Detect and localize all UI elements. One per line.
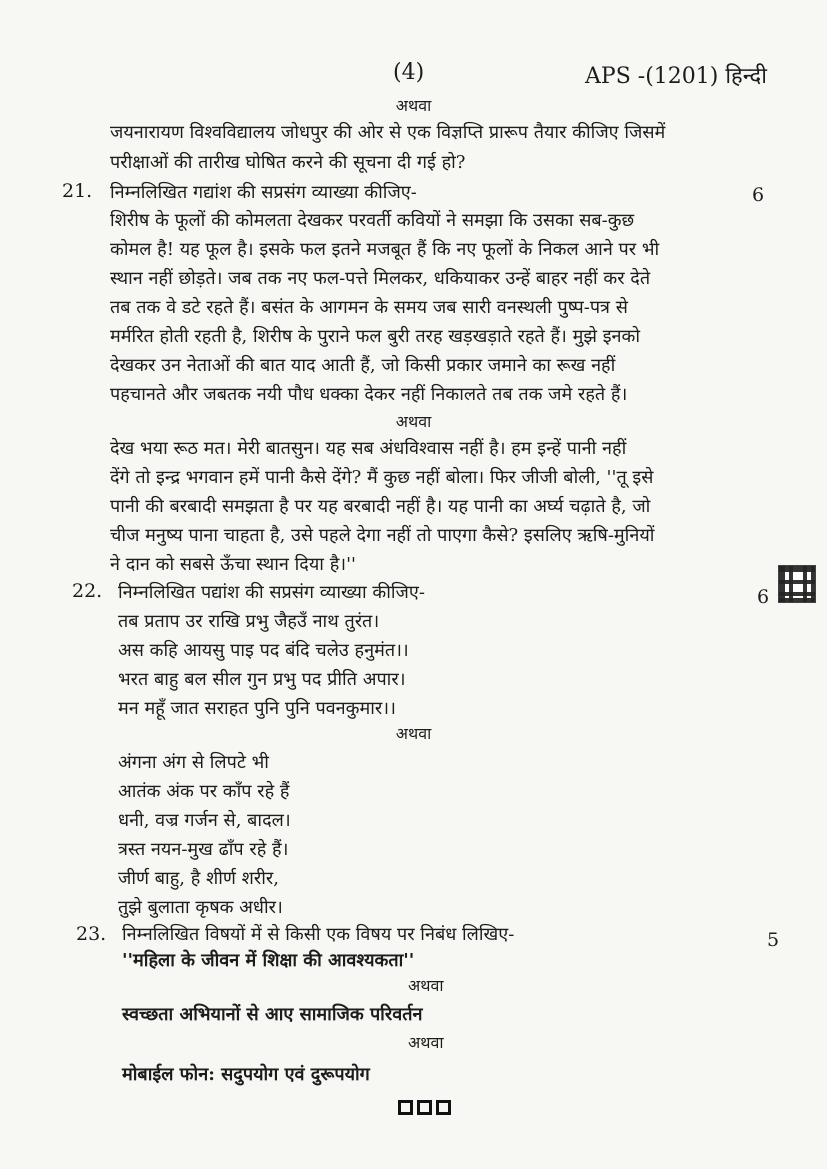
intro-line: जयनारायण विश्वविद्यालय जोधपुर की ओर से एक विज्ञप्ति प्रारूप तैयार कीजिए जिसमें <box>110 122 666 143</box>
passage-line: मर्मरित होती रहती है, शिरीष के पुराने फल बुरी तरह खड़खड़ाते रहते हैं। मुझे इनको <box>110 326 641 347</box>
passage-line: चीज मनुष्य पाना चाहता है, उसे पहले देगा नहीं तो पाएगा कैसे? इसलिए ऋषि-मुनियों <box>110 525 655 546</box>
or-label: अथवा <box>395 96 432 115</box>
passage-line: शिरीष के फूलों की कोमलता देखकर परवर्ती कवियों ने समझा कि उसका सब-कुछ <box>110 210 635 231</box>
question-marks: 6 <box>757 586 770 608</box>
question-prompt: निम्नलिखित पद्यांश की सप्रसंग व्याख्या कीजिए- <box>118 582 425 603</box>
passage-line: देंगे तो इन्द्र भगवान हमें पानी कैसे देंगे? मैं कुछ नहीं बोला। फिर जीजी बोली, ''तू इसे <box>110 467 654 488</box>
question-prompt: निम्नलिखित विषयों में से किसी एक विषय पर निबंध लिखिए- <box>122 924 515 945</box>
verse-line: धनी, वज्र गर्जन से, बादल। <box>118 810 291 831</box>
passage-line: देख भया रूठ मत। मेरी बातसुन। यह सब अंधविश्वास नहीं है। हम इन्हें पानी नहीं <box>110 438 627 459</box>
passage-line: पानी की बरबादी समझता है पर यह बरबादी नहीं है। यह पानी का अर्घ्य चढ़ाते है, जो <box>110 496 651 517</box>
verse-line: अंगना अंग से लिपटे भी <box>118 752 269 773</box>
question-number: 22. <box>72 580 103 602</box>
essay-topic: स्वच्छता अभियानों से आए सामाजिक परिवर्तन <box>122 1004 423 1025</box>
passage-line: ने दान को सबसे ऊँचा स्थान दिया है।'' <box>110 554 356 575</box>
verse-line: तुझे बुलाता कृषक अधीर। <box>118 897 283 918</box>
or-label: अथवा <box>395 412 432 431</box>
question-marks: 6 <box>752 184 765 206</box>
or-label: अथवा <box>395 724 432 743</box>
intro-line: परीक्षाओं की तारीख घोषित करने की सूचना दी गई हो? <box>110 152 466 173</box>
paper-code: APS -(1201) हिन्दी <box>585 64 767 89</box>
passage-line: कोमल है! यह फूल है। इसके फल इतने मजबूत हैं कि नए फूलों के निकल आने पर भी <box>110 239 660 260</box>
verse-line: तब प्रताप उर राखि प्रभु जैहउँ नाथ तुरंत। <box>118 611 380 632</box>
passage-line: पहचानते और जबतक नयी पौध धक्का देकर नहीं निकालते तब तक जमे रहते हैं। <box>110 384 628 405</box>
essay-topic: ''महिला के जीवन में शिक्षा की आवश्यकता'' <box>122 950 415 971</box>
end-of-paper-mark <box>398 1100 451 1115</box>
verse-line: भरत बाहु बल सील गुन प्रभु पद प्रीति अपार। <box>118 669 406 690</box>
verse-line: आतंक अंक पर काँप रहे हैं <box>118 781 290 802</box>
or-label: अथवा <box>408 976 444 995</box>
verse-line: मन महूँ जात सराहत पुनि पुनि पवनकुमार।। <box>118 698 396 719</box>
page-number: (4) <box>393 60 425 85</box>
essay-topic: मोबाईल फोन: सदुपयोग एवं दुरूपयोग <box>122 1064 370 1085</box>
passage-line: तब तक वे डटे रहते हैं। बसंत के आगमन के समय जब सारी वनस्थली पुष्प-पत्र से <box>110 297 628 318</box>
question-prompt: निम्नलिखित गद्यांश की सप्रसंग व्याख्या कीजिए- <box>110 182 417 203</box>
verse-line: त्रस्त नयन-मुख ढाँप रहे हैं। <box>118 839 289 860</box>
verse-line: जीर्ण बाहु, है शीर्ण शरीर, <box>118 868 279 889</box>
question-marks: 5 <box>767 929 780 951</box>
passage-line: स्थान नहीं छोड़ते। जब तक नए फल-पत्ते मिलकर, धकियाकर उन्हें बाहर नहीं कर देते <box>110 268 651 289</box>
question-number: 21. <box>62 180 93 202</box>
or-label: अथवा <box>408 1033 444 1052</box>
qr-code <box>778 565 816 603</box>
verse-line: अस कहि आयसु पाइ पद बंदि चलेउ हनुमंत।। <box>118 640 409 661</box>
question-number: 23. <box>76 923 107 945</box>
passage-line: देखकर उन नेताओं की बात याद आती हैं, जो किसी प्रकार जमाने का रूख नहीं <box>110 355 616 376</box>
